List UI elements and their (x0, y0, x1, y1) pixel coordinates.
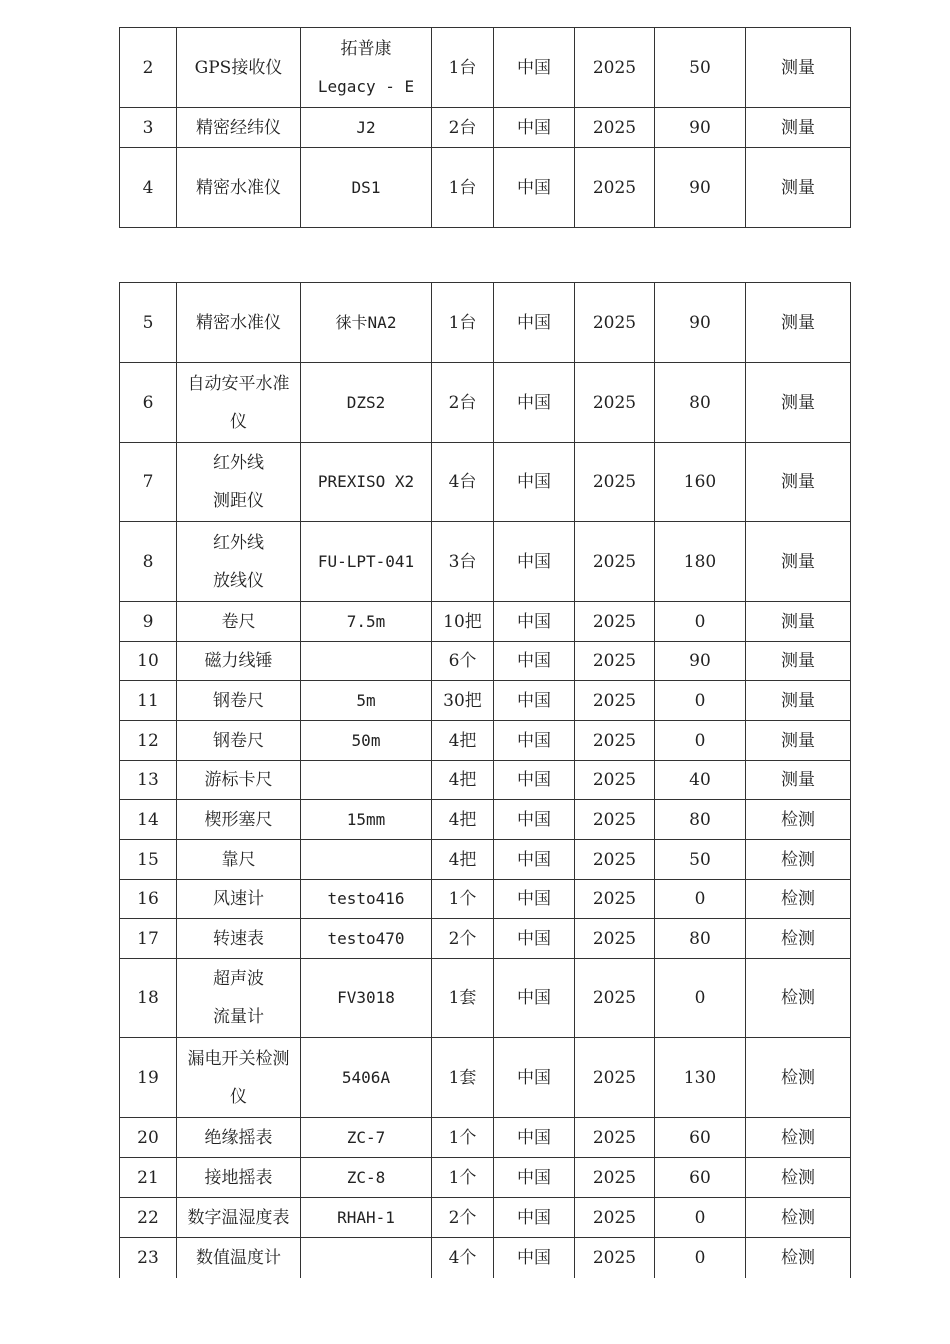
row-number: 22 (120, 1198, 177, 1238)
equipment-origin: 中国 (494, 443, 575, 522)
equipment-value: 0 (655, 681, 746, 721)
equipment-quantity: 4把 (432, 800, 494, 840)
table-row (120, 602, 851, 642)
equipment-name: 接地摇表 (177, 1158, 301, 1198)
equipment-origin: 中国 (494, 840, 575, 880)
table-row (120, 959, 851, 1038)
equipment-origin: 中国 (494, 522, 575, 602)
equipment-value: 60 (655, 1118, 746, 1158)
table-row (120, 28, 851, 108)
equipment-quantity: 4台 (432, 443, 494, 522)
equipment-origin: 中国 (494, 800, 575, 840)
equipment-value: 0 (655, 1198, 746, 1238)
table-row (120, 800, 851, 840)
equipment-use: 测量 (746, 363, 851, 443)
equipment-origin: 中国 (494, 283, 575, 363)
equipment-name: 钢卷尺 (177, 721, 301, 761)
equipment-quantity: 4个 (432, 1238, 494, 1278)
equipment-name: 精密经纬仪 (177, 108, 301, 148)
equipment-name (177, 522, 301, 602)
row-number: 18 (120, 959, 177, 1038)
row-number: 14 (120, 800, 177, 840)
equipment-quantity: 1个 (432, 1118, 494, 1158)
equipment-use: 检测 (746, 919, 851, 959)
table-row (120, 363, 851, 443)
equipment-year: 2025 (575, 681, 655, 721)
row-number: 10 (120, 642, 177, 681)
equipment-name: 数值温度计 (177, 1238, 301, 1278)
equipment-origin: 中国 (494, 959, 575, 1038)
table-row (120, 1038, 851, 1118)
equipment-year: 2025 (575, 522, 655, 602)
equipment-year: 2025 (575, 1238, 655, 1278)
equipment-origin: 中国 (494, 1038, 575, 1118)
row-number: 6 (120, 363, 177, 443)
equipment-model: PREXISO X2 (301, 443, 432, 522)
equipment-value: 180 (655, 522, 746, 602)
equipment-table-part2 (119, 282, 851, 1278)
table-row (120, 1118, 851, 1158)
table-row (120, 880, 851, 919)
equipment-name (177, 1038, 301, 1118)
name-line: 仪 (230, 1086, 247, 1107)
equipment-value: 0 (655, 1238, 746, 1278)
equipment-name: 楔形塞尺 (177, 800, 301, 840)
equipment-use: 测量 (746, 681, 851, 721)
equipment-origin: 中国 (494, 1118, 575, 1158)
equipment-name: 磁力线锤 (177, 642, 301, 681)
name-line: 漏电开关检测 (187, 1048, 290, 1069)
equipment-model: 50m (301, 721, 432, 761)
equipment-name: 风速计 (177, 880, 301, 919)
equipment-quantity: 2台 (432, 108, 494, 148)
table-row (120, 840, 851, 880)
equipment-year: 2025 (575, 28, 655, 108)
equipment-use: 测量 (746, 28, 851, 108)
equipment-quantity: 4把 (432, 761, 494, 800)
equipment-use: 测量 (746, 642, 851, 681)
name-line: 自动安平水准 (187, 373, 290, 394)
equipment-year: 2025 (575, 880, 655, 919)
equipment-quantity: 1台 (432, 283, 494, 363)
equipment-year: 2025 (575, 959, 655, 1038)
equipment-value: 90 (655, 108, 746, 148)
equipment-model: DS1 (301, 148, 432, 228)
equipment-origin: 中国 (494, 602, 575, 642)
equipment-value: 0 (655, 721, 746, 761)
equipment-year: 2025 (575, 1038, 655, 1118)
table-row (120, 721, 851, 761)
equipment-year: 2025 (575, 148, 655, 228)
equipment-year: 2025 (575, 602, 655, 642)
equipment-model (301, 642, 432, 681)
equipment-quantity: 1台 (432, 148, 494, 228)
equipment-value: 80 (655, 363, 746, 443)
equipment-use: 检测 (746, 800, 851, 840)
name-line: 超声波 (213, 969, 264, 989)
name-line: 测距仪 (213, 491, 264, 511)
equipment-quantity: 2个 (432, 919, 494, 959)
equipment-use: 检测 (746, 1198, 851, 1238)
row-number: 19 (120, 1038, 177, 1118)
table-row (120, 681, 851, 721)
row-number: 20 (120, 1118, 177, 1158)
table-row (120, 148, 851, 228)
equipment-model: RHAH-1 (301, 1198, 432, 1238)
equipment-table-part1 (119, 27, 851, 228)
equipment-model: 徕卡NA2 (301, 283, 432, 363)
row-number: 23 (120, 1238, 177, 1278)
equipment-quantity: 1个 (432, 880, 494, 919)
row-number: 16 (120, 880, 177, 919)
name-line: 仪 (230, 411, 247, 432)
row-number: 8 (120, 522, 177, 602)
equipment-value: 160 (655, 443, 746, 522)
model-line: Legacy - E (317, 76, 415, 96)
row-number: 3 (120, 108, 177, 148)
equipment-value: 90 (655, 642, 746, 681)
equipment-name: 转速表 (177, 919, 301, 959)
equipment-quantity: 6个 (432, 642, 494, 681)
equipment-year: 2025 (575, 443, 655, 522)
equipment-use: 检测 (746, 1158, 851, 1198)
equipment-quantity: 1台 (432, 28, 494, 108)
equipment-value: 80 (655, 800, 746, 840)
table-row (120, 283, 851, 363)
equipment-value: 60 (655, 1158, 746, 1198)
equipment-origin: 中国 (494, 1238, 575, 1278)
equipment-model: DZS2 (301, 363, 432, 443)
equipment-year: 2025 (575, 108, 655, 148)
equipment-quantity: 2个 (432, 1198, 494, 1238)
equipment-origin: 中国 (494, 681, 575, 721)
row-number: 12 (120, 721, 177, 761)
equipment-year: 2025 (575, 1158, 655, 1198)
equipment-model: FU-LPT-041 (301, 522, 432, 602)
row-number: 11 (120, 681, 177, 721)
equipment-model: 5m (301, 681, 432, 721)
equipment-quantity: 3台 (432, 522, 494, 602)
equipment-year: 2025 (575, 283, 655, 363)
equipment-year: 2025 (575, 363, 655, 443)
equipment-use: 测量 (746, 721, 851, 761)
equipment-model: ZC-8 (301, 1158, 432, 1198)
equipment-name: 钢卷尺 (177, 681, 301, 721)
equipment-year: 2025 (575, 642, 655, 681)
table-row (120, 522, 851, 602)
equipment-quantity: 2台 (432, 363, 494, 443)
equipment-year: 2025 (575, 1118, 655, 1158)
equipment-use: 检测 (746, 880, 851, 919)
equipment-model (301, 761, 432, 800)
row-number: 4 (120, 148, 177, 228)
equipment-year: 2025 (575, 919, 655, 959)
equipment-value: 90 (655, 283, 746, 363)
equipment-quantity: 4把 (432, 721, 494, 761)
equipment-use: 测量 (746, 283, 851, 363)
equipment-use: 测量 (746, 761, 851, 800)
equipment-value: 0 (655, 959, 746, 1038)
row-number: 15 (120, 840, 177, 880)
equipment-origin: 中国 (494, 721, 575, 761)
equipment-value: 40 (655, 761, 746, 800)
equipment-origin: 中国 (494, 642, 575, 681)
row-number: 21 (120, 1158, 177, 1198)
equipment-quantity: 1套 (432, 959, 494, 1038)
equipment-model: FV3018 (301, 959, 432, 1038)
name-line: 红外线 (213, 453, 264, 473)
equipment-model: 7.5m (301, 602, 432, 642)
equipment-name: 靠尺 (177, 840, 301, 880)
equipment-model: ZC-7 (301, 1118, 432, 1158)
equipment-model: 15mm (301, 800, 432, 840)
equipment-use: 测量 (746, 522, 851, 602)
equipment-use: 检测 (746, 959, 851, 1038)
table-row (120, 443, 851, 522)
equipment-use: 检测 (746, 840, 851, 880)
row-number: 9 (120, 602, 177, 642)
equipment-origin: 中国 (494, 108, 575, 148)
equipment-model: J2 (301, 108, 432, 148)
equipment-quantity: 10把 (432, 602, 494, 642)
equipment-use: 测量 (746, 108, 851, 148)
equipment-quantity: 4把 (432, 840, 494, 880)
equipment-name: 卷尺 (177, 602, 301, 642)
equipment-use: 测量 (746, 148, 851, 228)
equipment-model: 5406A (301, 1038, 432, 1118)
equipment-use: 测量 (746, 602, 851, 642)
equipment-origin: 中国 (494, 761, 575, 800)
model-line: 拓普康 (340, 38, 392, 59)
equipment-use: 检测 (746, 1038, 851, 1118)
row-number: 7 (120, 443, 177, 522)
equipment-name: 精密水准仪 (177, 283, 301, 363)
equipment-model (301, 840, 432, 880)
table-row (120, 1158, 851, 1198)
equipment-origin: 中国 (494, 1198, 575, 1238)
equipment-origin: 中国 (494, 880, 575, 919)
row-number: 17 (120, 919, 177, 959)
equipment-value: 130 (655, 1038, 746, 1118)
equipment-name (177, 443, 301, 522)
equipment-value: 90 (655, 148, 746, 228)
table-row (120, 1238, 851, 1278)
table-row (120, 919, 851, 959)
equipment-year: 2025 (575, 800, 655, 840)
equipment-value: 80 (655, 919, 746, 959)
equipment-model (301, 1238, 432, 1278)
name-line: 红外线 (213, 532, 264, 553)
table-row (120, 1198, 851, 1238)
equipment-quantity: 1套 (432, 1038, 494, 1118)
equipment-model: testo470 (301, 919, 432, 959)
equipment-quantity: 30把 (432, 681, 494, 721)
equipment-year: 2025 (575, 721, 655, 761)
equipment-value: 50 (655, 28, 746, 108)
equipment-name (177, 959, 301, 1038)
equipment-use: 测量 (746, 443, 851, 522)
equipment-model: testo416 (301, 880, 432, 919)
equipment-year: 2025 (575, 761, 655, 800)
equipment-use: 检测 (746, 1118, 851, 1158)
equipment-value: 50 (655, 840, 746, 880)
equipment-name: 精密水准仪 (177, 148, 301, 228)
equipment-use: 检测 (746, 1238, 851, 1278)
equipment-name: 绝缘摇表 (177, 1118, 301, 1158)
equipment-year: 2025 (575, 1198, 655, 1238)
equipment-origin: 中国 (494, 919, 575, 959)
equipment-year: 2025 (575, 840, 655, 880)
equipment-origin: 中国 (494, 1158, 575, 1198)
table-row (120, 642, 851, 681)
equipment-name: GPS接收仪 (177, 28, 301, 108)
name-line: 流量计 (213, 1007, 264, 1027)
equipment-name (177, 363, 301, 443)
equipment-value: 0 (655, 602, 746, 642)
equipment-name: 游标卡尺 (177, 761, 301, 800)
equipment-quantity: 1个 (432, 1158, 494, 1198)
equipment-model (301, 28, 432, 108)
row-number: 13 (120, 761, 177, 800)
equipment-origin: 中国 (494, 28, 575, 108)
equipment-origin: 中国 (494, 363, 575, 443)
row-number: 2 (120, 28, 177, 108)
equipment-name: 数字温湿度表 (177, 1198, 301, 1238)
equipment-origin: 中国 (494, 148, 575, 228)
row-number: 5 (120, 283, 177, 363)
equipment-value: 0 (655, 880, 746, 919)
name-line: 放线仪 (213, 570, 264, 591)
table-row (120, 761, 851, 800)
table-row (120, 108, 851, 148)
